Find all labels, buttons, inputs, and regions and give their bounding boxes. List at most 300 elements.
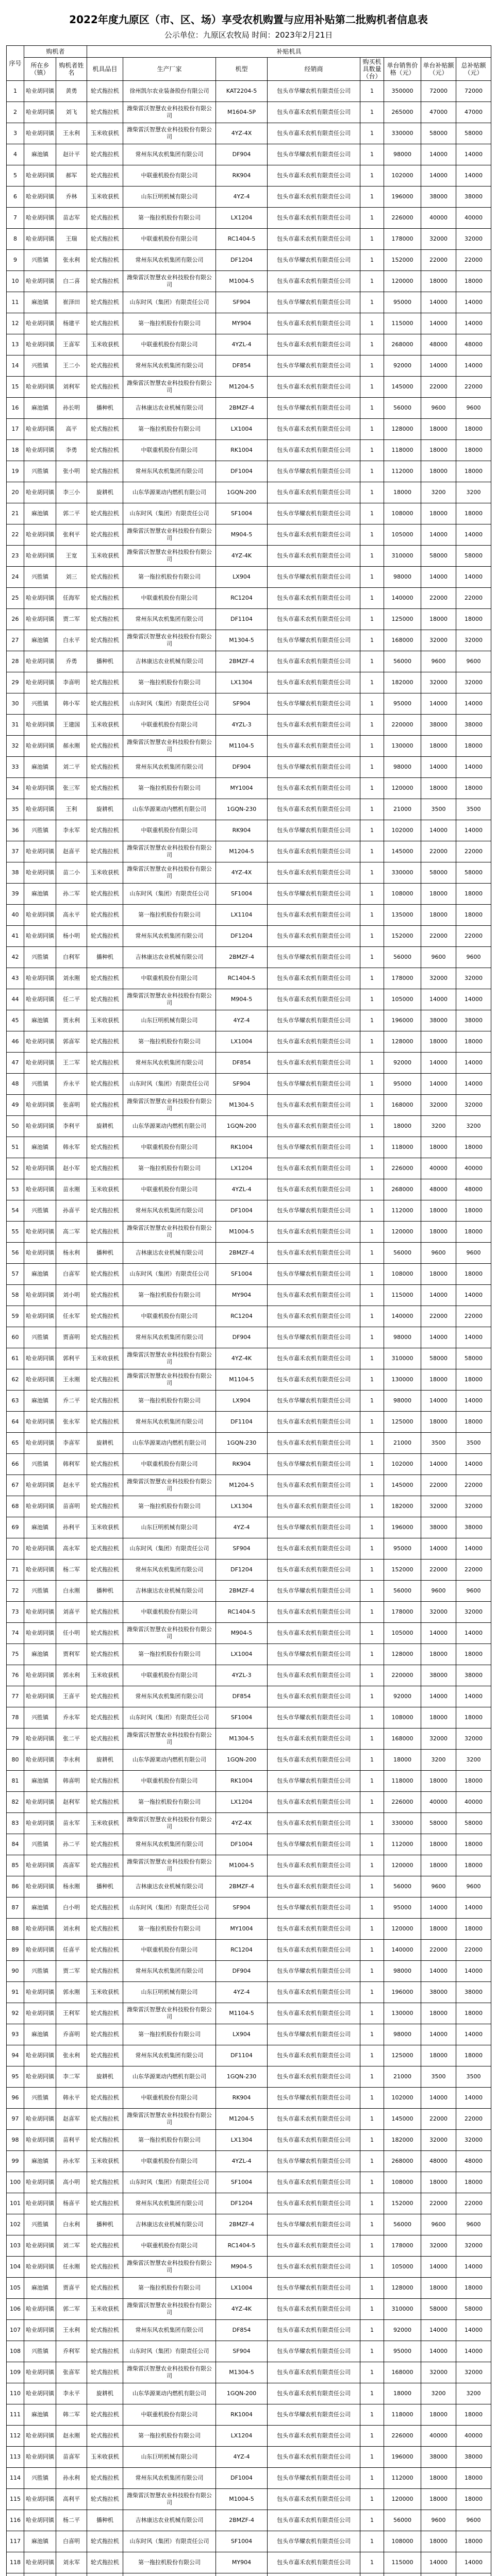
table-cell: 58000 [456, 123, 491, 144]
table-cell: 哈业胡同镇 [24, 1285, 56, 1306]
table-cell: 哈业胡同镇 [24, 1158, 56, 1179]
table-cell: 韩喜明 [56, 1771, 87, 1792]
table-cell: 17 [7, 419, 24, 440]
table-cell: 1 [360, 1010, 384, 1031]
table-cell: SF1004 [216, 1707, 268, 1728]
table-cell: 32000 [421, 2362, 456, 2383]
table-cell: 98000 [384, 757, 421, 778]
table-row [7, 1623, 491, 1644]
table-cell: 第一拖拉机股份有限公司 [123, 1919, 216, 1940]
table-cell: 轮式拖拉机 [87, 1095, 123, 1116]
table-cell: 22000 [456, 1560, 491, 1581]
table-cell: 14000 [421, 1538, 456, 1560]
table-cell: 包头市华耀农机有限责任公司 [268, 1961, 360, 1982]
table-cell: 58000 [456, 546, 491, 567]
table-cell: 4YZL-4 [216, 1179, 268, 1200]
table-cell: 包头市嘉禾农机有限责任公司 [268, 1496, 360, 1517]
table-cell: 92 [7, 2003, 24, 2024]
table-cell: 孙利平 [56, 1517, 87, 1538]
table-cell: 1GQN-230 [216, 799, 268, 820]
table-cell: 58000 [456, 862, 491, 884]
table-cell: 山东时风（集团）有限责任公司 [123, 1707, 216, 1728]
table-cell: 38000 [421, 1517, 456, 1538]
table-cell: 包头市嘉禾农机有限责任公司 [268, 1538, 360, 1560]
table-cell: SF1004 [216, 1264, 268, 1285]
table-cell: 李喜明 [56, 672, 87, 693]
table-cell: 第一拖拉机股份有限公司 [123, 778, 216, 799]
table-cell: 哈业胡同镇 [24, 799, 56, 820]
table-cell: 26 [7, 609, 24, 630]
table-cell: 3200 [456, 1116, 491, 1137]
table-cell: 1 [360, 1158, 384, 1179]
table-row [7, 926, 491, 947]
table-cell: 1 [360, 398, 384, 419]
table-cell: 18000 [456, 2468, 491, 2489]
table-cell [421, 2573, 456, 2576]
table-cell: 王喜平 [56, 1686, 87, 1707]
table-cell: 1 [360, 1834, 384, 1855]
table-cell: 1 [360, 1982, 384, 2003]
table-cell: 包头市嘉禾农机有限责任公司 [268, 2235, 360, 2257]
table-cell: 韩小军 [56, 693, 87, 715]
table-cell: 178000 [384, 1602, 421, 1623]
table-cell: 任二平 [56, 989, 87, 1010]
table-cell: 1 [360, 1222, 384, 1243]
table-cell: 1GQN-200 [216, 1750, 268, 1771]
table-cell: 轮式拖拉机 [87, 2172, 123, 2193]
table-cell: 轮式拖拉机 [87, 81, 123, 102]
table-cell: 22 [7, 524, 24, 546]
table-cell: 吉林康达农业机械有限公司 [123, 2214, 216, 2235]
table-cell: 包头市嘉禾农机有限责任公司 [268, 1369, 360, 1391]
table-cell: 14000 [421, 989, 456, 1010]
table-cell: 73 [7, 1602, 24, 1623]
table-cell: 120000 [384, 271, 421, 292]
table-cell: 李永军 [56, 820, 87, 841]
table-cell: 轮式拖拉机 [87, 1158, 123, 1179]
table-cell: M1204-5 [216, 377, 268, 398]
table-row [7, 1327, 491, 1348]
table-cell: 22000 [456, 1940, 491, 1961]
table-cell: 18000 [456, 503, 491, 524]
table-cell: 1GQN-200 [216, 482, 268, 503]
table-cell: 山东时风（集团）有限责任公司 [123, 1264, 216, 1285]
table-cell: 包头市嘉禾农机有限责任公司 [268, 229, 360, 250]
table-cell: 包头市嘉禾农机有限责任公司 [268, 1665, 360, 1686]
table-cell: 兴胜镇 [24, 947, 56, 968]
table-cell: 1 [360, 2193, 384, 2214]
table-row [7, 2172, 491, 2193]
table-cell: 18000 [456, 461, 491, 482]
table-cell: 潍柴雷沃智慧农业科技股份有限公司 [123, 1623, 216, 1644]
table-cell: 40000 [456, 208, 491, 229]
table-row [7, 102, 491, 123]
table-row [7, 1919, 491, 1940]
table-cell: 95000 [384, 2341, 421, 2362]
table-cell: 贾喜平 [56, 2278, 87, 2299]
table-cell: M1004-5 [216, 271, 268, 292]
table-cell: 107 [7, 2320, 24, 2341]
table-row [7, 292, 491, 313]
table-cell: 182000 [384, 2130, 421, 2151]
table-cell: 32000 [456, 1496, 491, 1517]
table-cell: 140000 [384, 1306, 421, 1327]
table-row [7, 841, 491, 862]
table-cell: 贾二军 [56, 1961, 87, 1982]
table-cell: 56000 [384, 2214, 421, 2235]
table-cell: 57 [7, 1264, 24, 1285]
table-row [7, 1200, 491, 1222]
table-cell: 包头市嘉禾农机有限责任公司 [268, 1306, 360, 1327]
table-cell: 轮式拖拉机 [87, 2320, 123, 2341]
table-cell: 22000 [421, 1475, 456, 1496]
group-header-row [7, 46, 491, 58]
table-cell: 包头市嘉禾农机有限责任公司 [268, 2447, 360, 2468]
table-cell: 38000 [456, 1665, 491, 1686]
table-cell: RC1404-5 [216, 1602, 268, 1623]
header-cell: 单台补贴额（元） [421, 58, 456, 81]
table-cell: 包头市华耀农机有限责任公司 [268, 1010, 360, 1031]
table-cell: 王二小 [56, 355, 87, 377]
table-cell: 310000 [384, 2299, 421, 2320]
table-cell: 40000 [456, 1158, 491, 1179]
table-cell [123, 2573, 216, 2576]
table-cell: 哈业胡同镇 [24, 1919, 56, 1940]
table-cell: 王永利 [56, 2320, 87, 2341]
table-cell: 兴胜镇 [24, 567, 56, 588]
table-row [7, 1834, 491, 1855]
table-cell: 63 [7, 1391, 24, 1412]
table-cell: 14000 [456, 165, 491, 187]
table-cell: 包头市嘉禾农机有限责任公司 [268, 2130, 360, 2151]
table-cell: 1 [360, 208, 384, 229]
table-cell: 麻池镇 [24, 1264, 56, 1285]
table-cell: 包头市嘉禾农机有限责任公司 [268, 187, 360, 208]
table-cell: 王二军 [56, 1053, 87, 1074]
table-cell: 14000 [456, 1897, 491, 1919]
table-row [7, 250, 491, 271]
table-cell: 14000 [456, 1686, 491, 1707]
document-title: 2022年度九原区（市、区、场）享受农机购置与应用补贴第二批购机者信息表 [69, 13, 428, 26]
table-cell: 包头市嘉禾农机有限责任公司 [268, 2299, 360, 2320]
table-cell: 哈业胡同镇 [24, 651, 56, 672]
table-cell: 吉林康达农业机械有限公司 [123, 947, 216, 968]
table-row [7, 947, 491, 968]
table-cell: DF904 [216, 144, 268, 165]
table-row [7, 1686, 491, 1707]
table-cell: 4YZ-4 [216, 187, 268, 208]
table-cell: 18000 [421, 1412, 456, 1433]
table-cell: 1 [360, 187, 384, 208]
table-cell: 1 [360, 1813, 384, 1834]
table-cell: 轮式拖拉机 [87, 588, 123, 609]
table-cell: 14000 [421, 2257, 456, 2278]
table-cell: 常州东风农机集团有限公司 [123, 1961, 216, 1982]
table-row [7, 2024, 491, 2045]
table-cell: 包头市嘉禾农机有限责任公司 [268, 736, 360, 757]
table-cell: 18000 [421, 440, 456, 461]
table-cell: 1 [360, 1855, 384, 1876]
header-cell: 生产厂家 [123, 58, 216, 81]
table-cell: 32000 [421, 1602, 456, 1623]
table-cell: RC1404-5 [216, 968, 268, 989]
table-row [7, 2426, 491, 2447]
table-cell: 哈业胡同镇 [24, 2235, 56, 2257]
table-cell: 1 [360, 1961, 384, 1982]
table-cell: 14000 [456, 2320, 491, 2341]
table-cell: 58000 [456, 2299, 491, 2320]
table-cell: 18000 [456, 1200, 491, 1222]
table-row [7, 2362, 491, 2383]
table-cell: 130000 [384, 1369, 421, 1391]
table-cell: 兴胜镇 [24, 820, 56, 841]
table-cell: 包头市华耀农机有限责任公司 [268, 81, 360, 102]
table-cell: 14000 [421, 1074, 456, 1095]
table-cell: 178000 [384, 229, 421, 250]
table-cell: 114 [7, 2468, 24, 2489]
table-cell: 4YZ-4 [216, 2447, 268, 2468]
table-cell: 哈业胡同镇 [24, 2130, 56, 2151]
table-cell: 1 [360, 2341, 384, 2362]
table-cell: 82 [7, 1792, 24, 1813]
table-cell: 330000 [384, 862, 421, 884]
table-row [7, 1771, 491, 1792]
table-row [7, 884, 491, 905]
table-cell: 麻池镇 [24, 144, 56, 165]
table-cell: 18000 [421, 1369, 456, 1391]
table-cell: 1 [360, 841, 384, 862]
table-cell: 轮式拖拉机 [87, 1834, 123, 1855]
table-cell: M904-5 [216, 989, 268, 1010]
table-row [7, 1053, 491, 1074]
table-cell: 1 [360, 1137, 384, 1158]
table-cell: 22000 [421, 2109, 456, 2130]
table-cell: 包头市嘉禾农机有限责任公司 [268, 208, 360, 229]
table-cell: 86 [7, 1876, 24, 1897]
table-cell: 226000 [384, 1792, 421, 1813]
table-cell: 39 [7, 884, 24, 905]
table-cell: 哈业胡同镇 [24, 1475, 56, 1496]
table-cell: 1 [360, 1623, 384, 1644]
table-cell: 潍柴雷沃智慧农业科技股份有限公司 [123, 2003, 216, 2024]
table-cell: 哈业胡同镇 [24, 1750, 56, 1771]
table-cell: 5 [7, 165, 24, 187]
table-cell: 包头市嘉禾农机有限责任公司 [268, 377, 360, 398]
table-cell: 64 [7, 1412, 24, 1433]
table-cell: 23 [7, 546, 24, 567]
table-cell: 山东巨明机械有限公司 [123, 2447, 216, 2468]
table-cell: 145000 [384, 841, 421, 862]
table-cell: 9600 [456, 2510, 491, 2531]
table-cell: 182000 [384, 1496, 421, 1517]
table-cell: 95000 [384, 292, 421, 313]
table-cell: 轮式拖拉机 [87, 313, 123, 334]
table-cell: 168000 [384, 1095, 421, 1116]
table-cell: 轮式拖拉机 [87, 1855, 123, 1876]
table-cell: 哈业胡同镇 [24, 2362, 56, 2383]
table-row [7, 2404, 491, 2426]
table-cell: 1 [360, 884, 384, 905]
table-cell: 95 [7, 2066, 24, 2088]
table-cell: 山东时风（集团）有限责任公司 [123, 292, 216, 313]
table-cell: 轮式拖拉机 [87, 2045, 123, 2066]
table-cell: 1 [360, 2362, 384, 2383]
table-cell: 麻池镇 [24, 398, 56, 419]
table-cell: 轮式拖拉机 [87, 1475, 123, 1496]
table-cell [456, 2573, 491, 2576]
table-cell: 1 [360, 1031, 384, 1053]
table-cell: 苗二小 [56, 862, 87, 884]
table-cell: 108000 [384, 503, 421, 524]
table-cell: 1 [360, 1095, 384, 1116]
table-cell: 16 [7, 398, 24, 419]
table-cell: 哈业胡同镇 [24, 524, 56, 546]
table-cell: 32000 [456, 2362, 491, 2383]
table-cell: 14000 [421, 1897, 456, 1919]
table-cell: 96 [7, 2088, 24, 2109]
table-cell: 38000 [421, 2447, 456, 2468]
table-cell: 31 [7, 715, 24, 736]
table-cell: 第一拖拉机股份有限公司 [123, 1158, 216, 1179]
table-cell: 播种机 [87, 651, 123, 672]
table-cell: 旋耕机 [87, 1116, 123, 1137]
table-cell: 白永平 [56, 630, 87, 651]
table-cell: 包头市嘉禾农机有限责任公司 [268, 2003, 360, 2024]
table-cell: 张小明 [56, 461, 87, 482]
table-cell: 中联重机股份有限公司 [123, 1137, 216, 1158]
table-cell: 58000 [456, 1813, 491, 1834]
table-cell: 杨喜平 [56, 2193, 87, 2214]
table-cell: 32000 [456, 968, 491, 989]
table-cell: 21 [7, 503, 24, 524]
table-cell: 38000 [421, 1010, 456, 1031]
table-cell: 常州东风农机集团有限公司 [123, 2468, 216, 2489]
table-row [7, 1792, 491, 1813]
table-cell: 1 [360, 1116, 384, 1137]
table-cell: 第一拖拉机股份有限公司 [123, 672, 216, 693]
table-cell: 乔二平 [56, 1391, 87, 1412]
table-cell: 2 [7, 102, 24, 123]
table-cell: 轮式拖拉机 [87, 884, 123, 905]
table-cell: 轮式拖拉机 [87, 419, 123, 440]
table-cell: M1204-5 [216, 2109, 268, 2130]
table-cell: 包头市华耀农机有限责任公司 [268, 1517, 360, 1538]
table-cell: 14000 [456, 524, 491, 546]
table-cell: 轮式拖拉机 [87, 144, 123, 165]
table-cell: 18000 [421, 2278, 456, 2299]
table-row [7, 123, 491, 144]
table-cell: 3200 [456, 2383, 491, 2404]
table-cell: 孙喜平 [56, 1200, 87, 1222]
table-row [7, 1707, 491, 1728]
table-cell: 22000 [456, 588, 491, 609]
table-cell: 轮式拖拉机 [87, 630, 123, 651]
table-cell: 18000 [421, 2003, 456, 2024]
table-cell: 高小明 [56, 2172, 87, 2193]
table-cell: 1 [360, 926, 384, 947]
table-cell: 第一拖拉机股份有限公司 [123, 2278, 216, 2299]
table-cell: 崔泽田 [56, 292, 87, 313]
table-cell: 包头市华耀农机有限责任公司 [268, 1454, 360, 1475]
table-cell: 哈业胡同镇 [24, 1179, 56, 1200]
table-cell: 哈业胡同镇 [24, 1623, 56, 1644]
table-cell: 轮式拖拉机 [87, 2193, 123, 2214]
table-cell: 哈业胡同镇 [24, 2257, 56, 2278]
table-cell: 32 [7, 736, 24, 757]
table-cell: 韩永平 [56, 2088, 87, 2109]
table-cell: M1004-5 [216, 1855, 268, 1876]
table-cell: 14000 [421, 144, 456, 165]
table-cell: 18000 [456, 1644, 491, 1665]
table-cell: 轮式拖拉机 [87, 2088, 123, 2109]
table-row [7, 1031, 491, 1053]
table-cell: M1104-5 [216, 736, 268, 757]
table-cell: 40000 [421, 208, 456, 229]
table-cell: 3500 [456, 2066, 491, 2088]
table-cell: 38000 [421, 187, 456, 208]
table-cell: 王利军 [56, 2003, 87, 2024]
table-cell: 1 [360, 905, 384, 926]
table-cell: 第一拖拉机股份有限公司 [123, 2024, 216, 2045]
table-cell: 18000 [421, 1222, 456, 1243]
table-cell: 95000 [384, 1897, 421, 1919]
table-cell: 140000 [384, 1940, 421, 1961]
table-cell: 麻池镇 [24, 1137, 56, 1158]
table-row [7, 1581, 491, 1602]
table-cell: 杨小明 [56, 926, 87, 947]
table-cell: 104 [7, 2257, 24, 2278]
table-cell: 包头市华耀农机有限责任公司 [268, 1137, 360, 1158]
table-cell: 轮式拖拉机 [87, 102, 123, 123]
table-cell: RK904 [216, 165, 268, 187]
table-cell: 22000 [421, 926, 456, 947]
table-cell: 1 [360, 2109, 384, 2130]
table-cell: 22000 [421, 2193, 456, 2214]
table-cell: 第一拖拉机股份有限公司 [123, 1496, 216, 1517]
table-cell: LX1004 [216, 1644, 268, 1665]
table-cell: 38000 [456, 2447, 491, 2468]
table-cell: 中联重机股份有限公司 [123, 1602, 216, 1623]
table-cell: 1 [360, 2531, 384, 2552]
table-cell: 常州东风农机集团有限公司 [123, 609, 216, 630]
table-cell: 包头市嘉禾农机有限责任公司 [268, 1243, 360, 1264]
table-cell: M1304-5 [216, 2362, 268, 2383]
table-cell: 赵喜军 [56, 2109, 87, 2130]
table-cell: 乔勇 [56, 651, 87, 672]
table-cell: 哈业胡同镇 [24, 208, 56, 229]
table-cell: 山东华源莱动内燃机有限公司 [123, 2383, 216, 2404]
table-cell: 88 [7, 1919, 24, 1940]
table-cell: 王瑞 [56, 229, 87, 250]
table-cell: 哈业胡同镇 [24, 778, 56, 799]
table-row [7, 1433, 491, 1454]
table-row [7, 377, 491, 398]
table-cell: 苗利平 [56, 2130, 87, 2151]
table-cell: 轮式拖拉机 [87, 2489, 123, 2510]
table-cell: 轮式拖拉机 [87, 1792, 123, 1813]
table-cell: 包头市嘉禾农机有限责任公司 [268, 1095, 360, 1116]
table-cell: LX1204 [216, 208, 268, 229]
table-cell: 8 [7, 229, 24, 250]
table-cell: 播种机 [87, 947, 123, 968]
table-cell: 115000 [384, 1285, 421, 1306]
table-cell: 轮式拖拉机 [87, 2130, 123, 2151]
table-cell: 包头市嘉禾农机有限责任公司 [268, 2426, 360, 2447]
table-cell: 郭永刚 [56, 1982, 87, 2003]
table-cell: 3200 [421, 1116, 456, 1137]
table-cell: 32000 [421, 630, 456, 651]
table-cell: 哈业胡同镇 [24, 546, 56, 567]
